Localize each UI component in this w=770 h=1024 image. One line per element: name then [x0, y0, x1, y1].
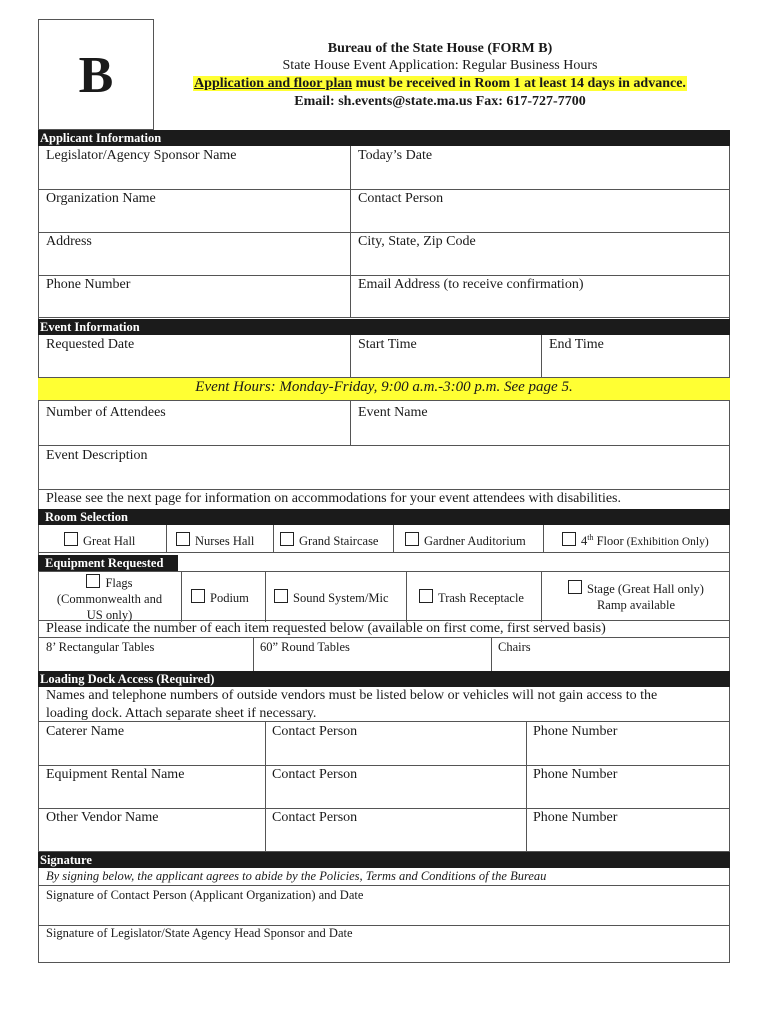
loading-note-2: loading dock. Attach separate sheet if necessary. [46, 706, 317, 721]
form-letter-box [38, 19, 154, 130]
trash-checkbox[interactable] [419, 589, 433, 603]
other-phone-field[interactable]: Phone Number [533, 810, 618, 825]
todays-date-field[interactable]: Today’s Date [358, 148, 433, 163]
equip-trash[interactable] [419, 589, 524, 606]
signature-grid [38, 885, 730, 963]
phone-number-field[interactable]: Phone Number [46, 277, 131, 292]
event-name-field[interactable]: Event Name [358, 405, 428, 420]
sound-checkbox[interactable] [274, 589, 288, 603]
gardner-checkbox[interactable] [405, 532, 419, 546]
4th-floor-note: (Exhibition Only) [623, 536, 709, 548]
event-grid [38, 335, 730, 491]
notice-rest: must be received in Room 1 at least 14 days in advance. [352, 76, 686, 91]
flags-label: Flags [105, 576, 133, 590]
sound-label: Sound System/Mic [293, 591, 389, 605]
vendor-grid [38, 721, 730, 851]
equip-stage[interactable] [542, 580, 730, 613]
podium-label: Podium [210, 591, 249, 605]
event-description-field[interactable]: Event Description [46, 448, 148, 463]
grand-staircase-checkbox[interactable] [280, 532, 294, 546]
round-tables-field[interactable]: 60” Round Tables [260, 640, 350, 654]
other-contact-field[interactable]: Contact Person [272, 810, 358, 825]
equip-sound[interactable] [274, 589, 389, 606]
section-applicant: Applicant Information [38, 130, 730, 146]
quantity-note: Please indicate the number of each item requested below (available on first come, first served basis) [46, 621, 606, 636]
flags-detail-1: (Commonwealth and [56, 592, 163, 606]
attendees-field[interactable]: Number of Attendees [46, 405, 166, 420]
section-loading: Loading Dock Access (Required) [38, 671, 730, 687]
flags-checkbox[interactable] [86, 574, 100, 588]
rental-contact-field[interactable]: Contact Person [272, 767, 358, 782]
section-event: Event Information [38, 319, 730, 335]
disability-note: Please see the next page for information on accommodations for your event attendees with disabilities. [46, 491, 621, 506]
email-address-field[interactable]: Email Address (to receive confirmation) [358, 277, 584, 292]
address-field[interactable]: Address [46, 234, 92, 249]
end-time-field[interactable]: End Time [549, 337, 604, 352]
nurses-hall-checkbox[interactable] [176, 532, 190, 546]
stage-checkbox[interactable] [568, 580, 582, 594]
caterer-phone-field[interactable]: Phone Number [533, 724, 618, 739]
great-hall-label: Great Hall [83, 534, 136, 548]
gardner-label: Gardner Auditorium [424, 534, 526, 548]
room-4th-floor[interactable] [562, 532, 709, 549]
rental-name-field[interactable]: Equipment Rental Name [46, 767, 185, 782]
equipment-row [38, 571, 730, 621]
rooms-row [38, 525, 730, 553]
rect-tables-field[interactable]: 8’ Rectangular Tables [46, 640, 155, 654]
equip-podium[interactable] [191, 589, 249, 606]
header-subtitle: State House Event Application: Regular Business Hours [282, 58, 598, 73]
contact-signature-field[interactable]: Signature of Contact Person (Applicant Organization) and Date [46, 888, 364, 902]
section-rooms: Room Selection [38, 509, 730, 525]
loading-note-1: Names and telephone numbers of outside vendors must be listed below or vehicles will not gain access to the [46, 688, 658, 703]
room-gardner[interactable] [405, 532, 526, 549]
sponsor-signature-field[interactable]: Signature of Legislator/State Agency Head Sponsor and Date [46, 926, 353, 940]
form-letter: B [78, 47, 114, 104]
applicant-grid [38, 146, 730, 318]
caterer-contact-field[interactable]: Contact Person [272, 724, 358, 739]
requested-date-field[interactable]: Requested Date [46, 337, 135, 352]
room-great-hall[interactable] [64, 532, 135, 549]
caterer-name-field[interactable]: Caterer Name [46, 724, 125, 739]
event-hours-banner: Event Hours: Monday-Friday, 9:00 a.m.-3:00 p.m. See page 5. [195, 379, 573, 395]
4th-floor-num: 4 [581, 534, 588, 548]
4th-floor-label: Floor [593, 534, 624, 548]
signature-agreement: By signing below, the applicant agrees to abide by the Policies, Terms and Conditions of the Bureau [46, 869, 547, 883]
quantity-row [38, 637, 730, 671]
room-nurses-hall[interactable] [176, 532, 254, 549]
contact-person-field[interactable]: Contact Person [358, 191, 444, 206]
4th-floor-checkbox[interactable] [562, 532, 576, 546]
trash-label: Trash Receptacle [438, 591, 524, 605]
organization-name-field[interactable]: Organization Name [46, 191, 156, 206]
sponsor-name-field[interactable]: Legislator/Agency Sponsor Name [46, 148, 237, 163]
podium-checkbox[interactable] [191, 589, 205, 603]
ramp-label: Ramp available [596, 598, 676, 612]
header-notice [160, 76, 720, 92]
great-hall-checkbox[interactable] [64, 532, 78, 546]
section-equipment: Equipment Requested [38, 555, 178, 571]
flags-detail-2: US only) [86, 608, 133, 622]
stage-label: Stage (Great Hall only) [587, 582, 704, 596]
header-title: Bureau of the State House (FORM B) [327, 41, 553, 56]
nurses-hall-label: Nurses Hall [195, 534, 255, 548]
room-grand-staircase[interactable] [280, 532, 378, 549]
equip-flags[interactable] [38, 574, 181, 623]
section-signature: Signature [38, 852, 730, 868]
grand-staircase-label: Grand Staircase [299, 534, 379, 548]
city-state-zip-field[interactable]: City, State, Zip Code [358, 234, 476, 249]
4th-floor-sup: th [587, 532, 594, 542]
notice-underlined: Application and floor plan [194, 76, 353, 91]
start-time-field[interactable]: Start Time [358, 337, 417, 352]
chairs-field[interactable]: Chairs [498, 640, 531, 654]
header-contact: Email: sh.events@state.ma.us Fax: 617-727-7700 [294, 94, 586, 109]
rental-phone-field[interactable]: Phone Number [533, 767, 618, 782]
other-vendor-field[interactable]: Other Vendor Name [46, 810, 159, 825]
